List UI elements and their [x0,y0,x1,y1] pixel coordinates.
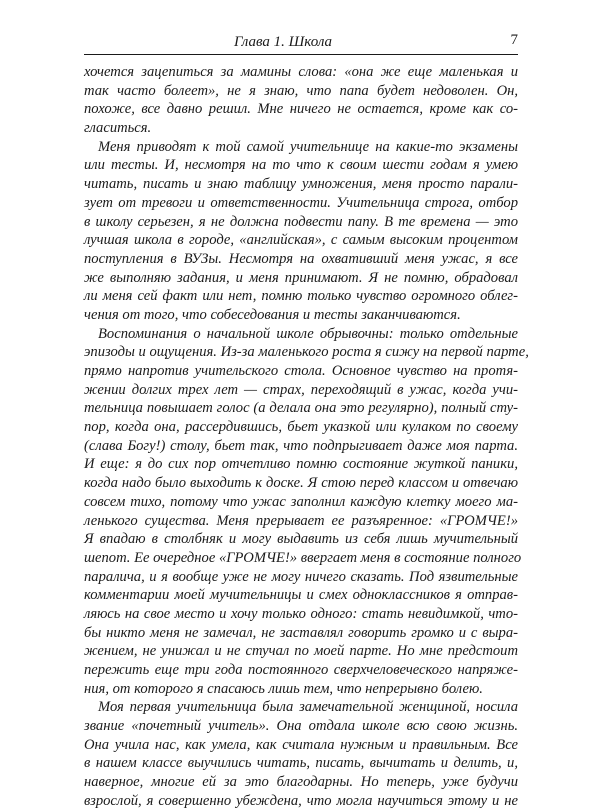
text-line: чения от того, что собеседования и тесты заканчиваются. [84,306,461,323]
text-line: или тесты. И, несмотря на то что к своим шести годам я умею [84,157,518,174]
text-line: пережить еще три года постоянного сверхчеловеческого напряже- [84,662,518,678]
text-line: гласиться. [84,120,152,137]
text-line: паралича, и я вообще уже не могу ничего сказать. Под язвительные [84,568,518,585]
text-line: тельница повышает голос (а делала она это регулярно), полный сту- [84,400,518,417]
text-line: Она учила нас, как умела, как считала нужным и правильным. Все [84,736,518,753]
text-line: Меня приводят к той самой учительнице на какие-то экзамены [98,138,518,155]
text-line: И еще: я до сих пор отчетливо помню состояние жуткой паники, [84,456,518,473]
running-head [84,34,518,54]
text-line: лучшая школа в городе, «английская», с самым высоким процентом [84,232,518,249]
text-line: ляюсь на свое место и хочу только одного: стать невидимкой, что- [84,605,518,622]
text-line: пор, когда она, рассердившись, бьет указкой или кулаком по своему [84,419,518,436]
text-line: поступления в ВУЗы. Несмотря на охвативший меня ужас, я все [84,250,518,267]
text-line: хочется зацепиться за мамины слова: «она же еще маленькая и [84,64,518,80]
text-line: взрослой, я совершенно убеждена, что могла научиться этому и не [84,792,518,809]
text-line: когда надо было выходить к доске. Я стою перед классом и отвечаю [84,475,518,492]
text-line: наверное, многие ей за это благодарны. Но теперь, уже будучи [84,774,518,791]
text-line: Воспоминания о начальной школе обрывочны: только отдельные [98,325,518,342]
text-line: жении долгих трех лет — страх, переходящий в ужас, когда учи- [84,381,518,398]
text-line: так часто болеет», не я знаю, что папа будет недоволен. Он, [84,82,518,99]
page-number: 7 [510,32,518,48]
text-line: ли меня сей факт или нет, помню только чувство огромного облег- [84,288,518,305]
text-line: ния, от которого я спасаюсь лишь тем, что непрерывно болею. [84,680,483,697]
text-line: Я впадаю в столбняк и могу выдавить из себя лишь мучительный [84,531,518,548]
text-line: в нашем классе выучились читать, писать, вычитать и делить, и, [84,755,518,772]
text-line: похоже, все давно решил. Мне ничего не остается, кроме как со- [84,101,518,118]
chapter-title: Глава 1. Школа [234,34,333,50]
text-line: читать, писать и знаю таблицу умножения, меня просто парали- [84,176,518,193]
text-line: бы никто меня не замечал, не заставлял говорить громко и с выра- [84,624,518,641]
text-line: Моя первая учительница была замечательной женщиной, носила [98,699,518,716]
text-line: звание «почетный учитель». Она отдала школе всю свою жизнь. [84,718,518,735]
text-line: жением, не унижал и не стучал по моей парте. Но мне предстоит [84,643,518,660]
text-line: эпизоды и ощущения. Из-за маленького роста я сижу на первой парте, [84,344,529,361]
header-rule [84,54,518,55]
text-line: совсем тихо, потому что ужас заполнил каждую клетку моего ма- [84,493,518,510]
text-line: же выполняю задания, и меня принимают. Я не помню, обрадовал [84,269,518,286]
text-line: ленького существа. Меня прерывает ее разъяренное: «ГРОМЧЕ!» [84,512,518,529]
text-line: в школу серьезен, я не должна подвести папу. В те времена — это [84,213,518,230]
text-line: прямо напротив учительского стола. Основное чувство на протя- [84,363,518,379]
text-line: зует от тревоги и ответственности. Учительница строга, отбор [84,194,518,211]
text-line: шепот. Ее очередное «ГРОМЧЕ!» ввергает меня в состояние полного [84,549,522,566]
text-line: комментарии моей мучительницы и смех одноклассников я отправ- [84,587,518,604]
body-text [84,63,529,811]
text-line: (слава Богу!) столу, бьет так, что подпрыгивает даже моя парта. [84,437,518,454]
